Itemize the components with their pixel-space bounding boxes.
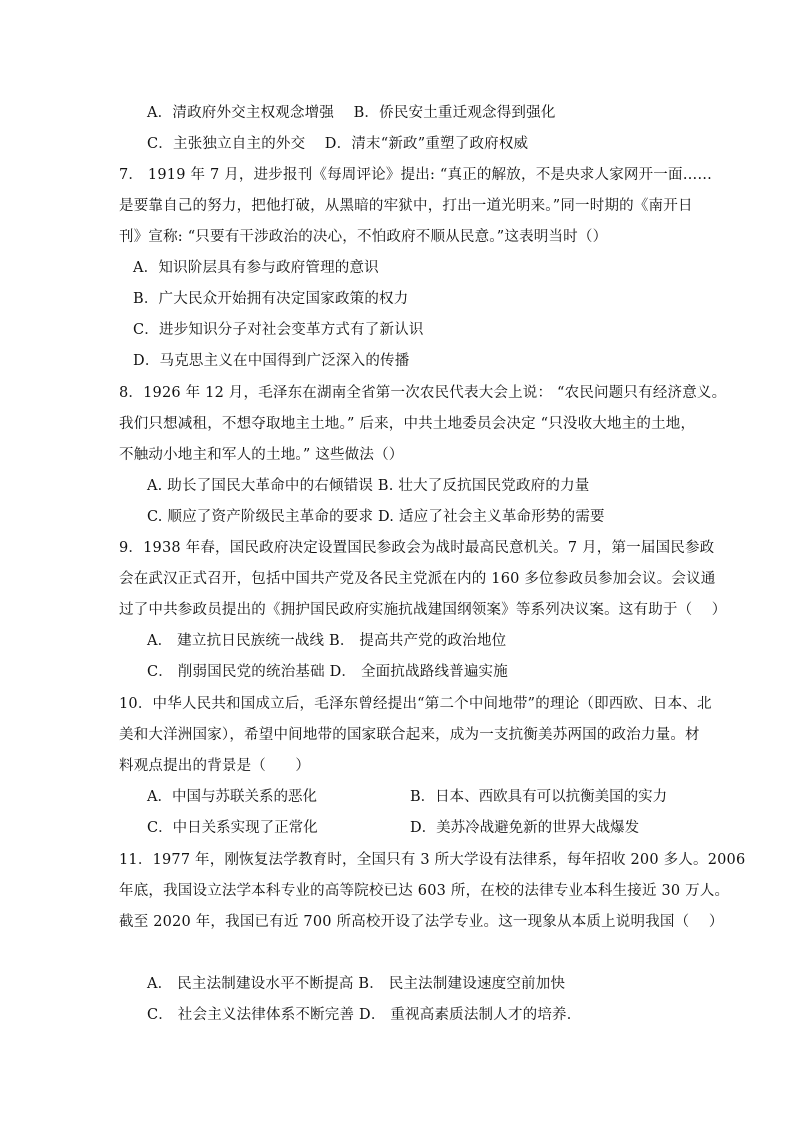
q10-option-c: C．中日关系实现了正常化	[147, 820, 318, 836]
q7-option-c: C．进步知识分子对社会变革方式有了新认识	[133, 322, 424, 338]
prev-option-line-1: A．清政府外交主权观念增强 B．侨民安土重迁观念得到强化	[147, 105, 556, 121]
q9-stem-line-1: 9．1938 年春，国民政府决定设置国民参政会为战时最高民意机关。7 月，第一届国民参政	[119, 540, 715, 556]
q11-stem-line-1: 11．1977 年，刚恢复法学教育时，全国只有 3 所大学设有法律系，每年招收 200 多人。2006	[119, 852, 746, 868]
q11-stem-line-3: 截至 2020 年，我国已有近 700 所高校开设了法学专业。这一现象从本质上说明我国（ ）	[119, 914, 724, 930]
q10-option-b: B．日本、西欧具有可以抗衡美国的实力	[410, 789, 668, 805]
q9-stem-line-2: 会在武汉正式召开，包括中国共产党及各民主党派在内的 160 多位参政员参加会议。会议通	[119, 571, 716, 587]
q8-stem-line-1: 8．1926 年 12 月，毛泽东在湖南全省第一次农民代表大会上说： “农民问题只有经济意义。	[119, 385, 727, 401]
q10-stem-line-1: 10．中华人民共和国成立后，毛泽东曾经提出“第二个中间地带”的理论（即西欧、日本、北	[119, 696, 712, 712]
prev-option-line-2: C．主张独立自主的外交 D．清末“新政”重塑了政府权威	[147, 136, 529, 152]
q7-stem-line-2: 是要靠自己的努力，把他打破，从黑暗的牢狱中，打出一道光明来。”同一时期的《南开日	[119, 198, 693, 214]
q8-option-cd: C. 顺应了资产阶级民主革命的要求 D. 适应了社会主义革命形势的需要	[147, 509, 605, 525]
q10-stem-line-3: 料观点提出的背景是（ ）	[119, 758, 311, 774]
q10-stem-line-2: 美和大洋洲国家），希望中间地带的国家联合起来，成为一支抗衡美苏两国的政治力量。材	[119, 727, 700, 743]
q9-option-cd: C． 削弱国民党的统治基础 D． 全面抗战路线普遍实施	[147, 664, 508, 680]
q8-option-ab: A. 助长了国民大革命中的右倾错误 B. 壮大了反抗国民党政府的力量	[147, 478, 590, 494]
q11-stem-line-2: 年底，我国设立法学本科专业的高等院校已达 603 所，在校的法律专业本科生接近 30 万人。	[119, 883, 730, 899]
q9-option-ab: A． 建立抗日民族统一战线 B． 提高共产党的政治地位	[147, 633, 507, 649]
q8-stem-line-2: 我们只想减租，不想夺取地主土地。” 后来，中共土地委员会决定 “只没收大地主的土地，	[119, 416, 696, 432]
q7-option-d: D．马克思主义在中国得到广泛深入的传播	[133, 353, 410, 369]
q11-option-ab: A． 民主法制建设水平不断提高 B． 民主法制建设速度空前加快	[147, 976, 566, 992]
q11-option-cd: C． 社会主义法律体系不断完善 D． 重视高素质法制人才的培养．	[147, 1007, 582, 1023]
q7-stem-line-1: 7． 1919 年 7 月，进步报刊《每周评论》提出: “真正的解放，不是央求人家网开一面……	[119, 167, 713, 183]
q8-stem-line-3: 不触动小地主和军人的土地。” 这些做法（）	[119, 447, 404, 463]
q7-option-a: A．知识阶层具有参与政府管理的意识	[133, 260, 379, 276]
q7-stem-line-3: 刊》宣称: “只要有干涉政治的决心，不怕政府不顺从民意。”这表明当时（）	[119, 229, 608, 245]
q7-option-b: B．广大民众开始拥有决定国家政策的权力	[133, 291, 409, 307]
q10-option-d: D．美苏冷战避免新的世界大战爆发	[410, 820, 640, 836]
q10-option-a: A．中国与苏联关系的恶化	[147, 789, 317, 805]
q9-stem-line-3: 过了中共参政员提出的《拥护国民政府实施抗战建国纲领案》等系列决议案。这有助于（ ）	[119, 602, 727, 618]
